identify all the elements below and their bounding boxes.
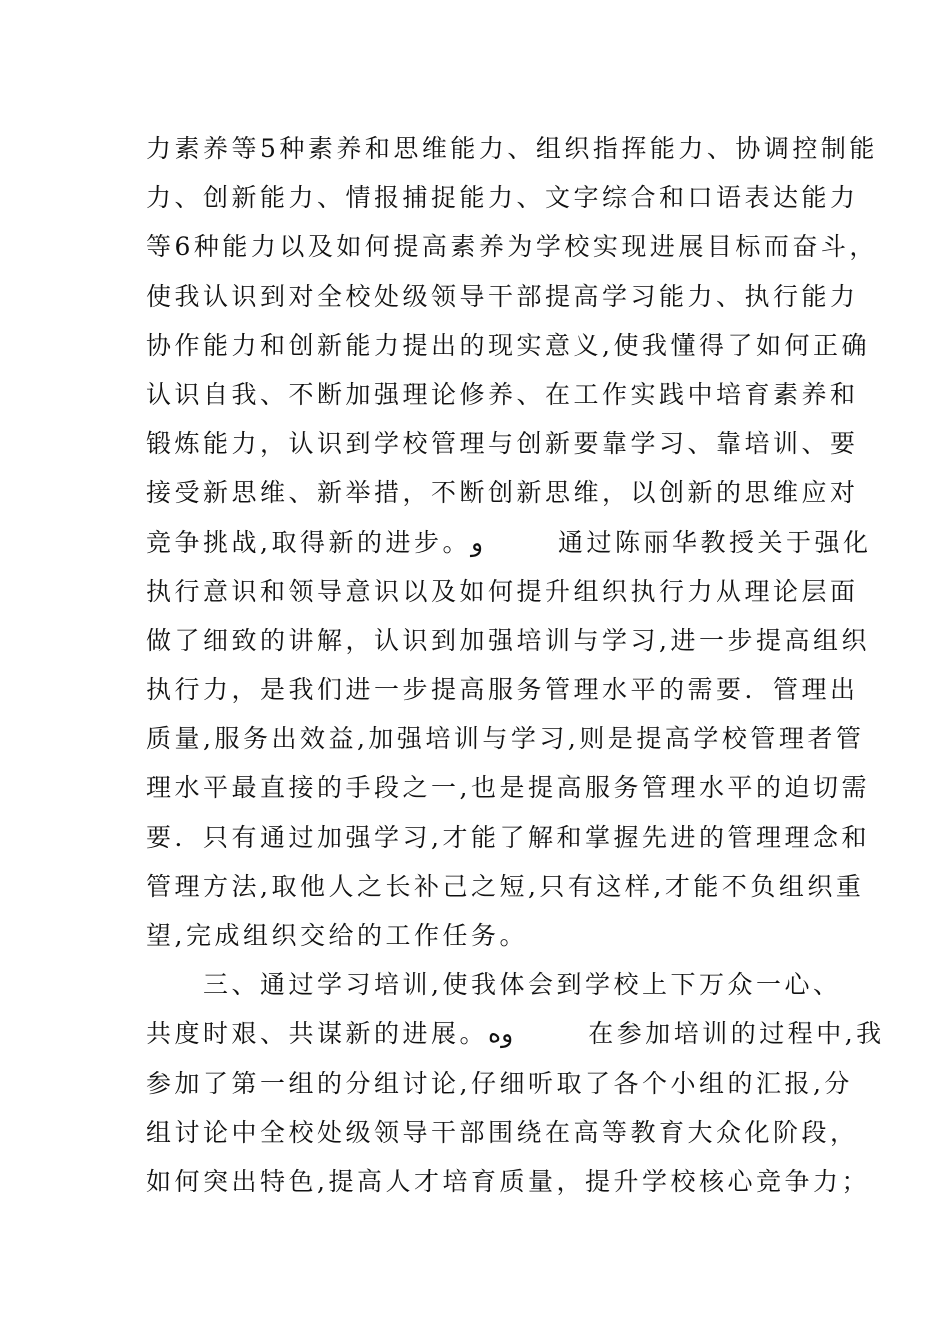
text-line: 执行意识和领导意识以及如何提升组织执行力从理论层面 <box>146 576 859 606</box>
text-line: 管理方法,取他人之长补己之短,只有这样,才能不负组织重 <box>146 871 865 901</box>
text-line: 使我认识到对全校处级领导干部提高学习能力、执行能力 <box>146 281 859 311</box>
text-line: 共度时艰、共谋新的进展。وه 在参加培训的过程中,我 <box>146 1019 885 1049</box>
text-line: 接受新思维、新举措，不断创新思维，以创新的思维应对 <box>146 478 859 508</box>
text-line: 锻炼能力，认识到学校管理与创新要靠学习、靠培训、要 <box>146 429 859 459</box>
text-line: 执行力，是我们进一步提高服务管理水平的需要．管理出 <box>146 675 859 705</box>
text-line: 质量,服务出效益,加强培训与学习,则是提高学校管理者管 <box>146 724 865 754</box>
text-line: 竞争挑战,取得新的进步。و 通过陈丽华教授关于强化 <box>146 527 872 557</box>
text-line: 组讨论中全校处级领导干部围绕在高等教育大众化阶段， <box>146 1117 859 1147</box>
text-line: 理水平最直接的手段之一,也是提高服务管理水平的迫切需 <box>146 773 870 803</box>
text-line: 力、创新能力、情报捕捉能力、文字综合和口语表达能力 <box>146 183 859 213</box>
text-line: 做了细致的讲解，认识到加强培训与学习,进一步提高组织 <box>146 625 870 655</box>
text-line: 认识自我、不断加强理论修养、在工作实践中培育素养和 <box>146 379 859 409</box>
text-line: 要．只有通过加强学习,才能了解和掌握先进的管理理念和 <box>146 822 870 852</box>
body-text <box>146 124 885 1206</box>
text-line: 参加了第一组的分组讨论,仔细听取了各个小组的汇报,分 <box>146 1068 853 1098</box>
text-line: 协作能力和创新能力提出的现实意义,使我懂得了如何正确 <box>146 330 870 360</box>
text-line: 力素养等5种素养和思维能力、组织指挥能力、协调控制能 <box>146 134 878 163</box>
text-line: 望,完成组织交给的工作任务。 <box>146 921 528 950</box>
text-line: 等6种能力以及如何提高素养为学校实现进展目标而奋斗， <box>146 232 878 262</box>
text-line: 三、通过学习培训,使我体会到学校上下万众一心、 <box>146 970 842 1000</box>
text-line: 如何突出特色,提高人才培育质量，提升学校核心竞争力； <box>146 1166 870 1196</box>
